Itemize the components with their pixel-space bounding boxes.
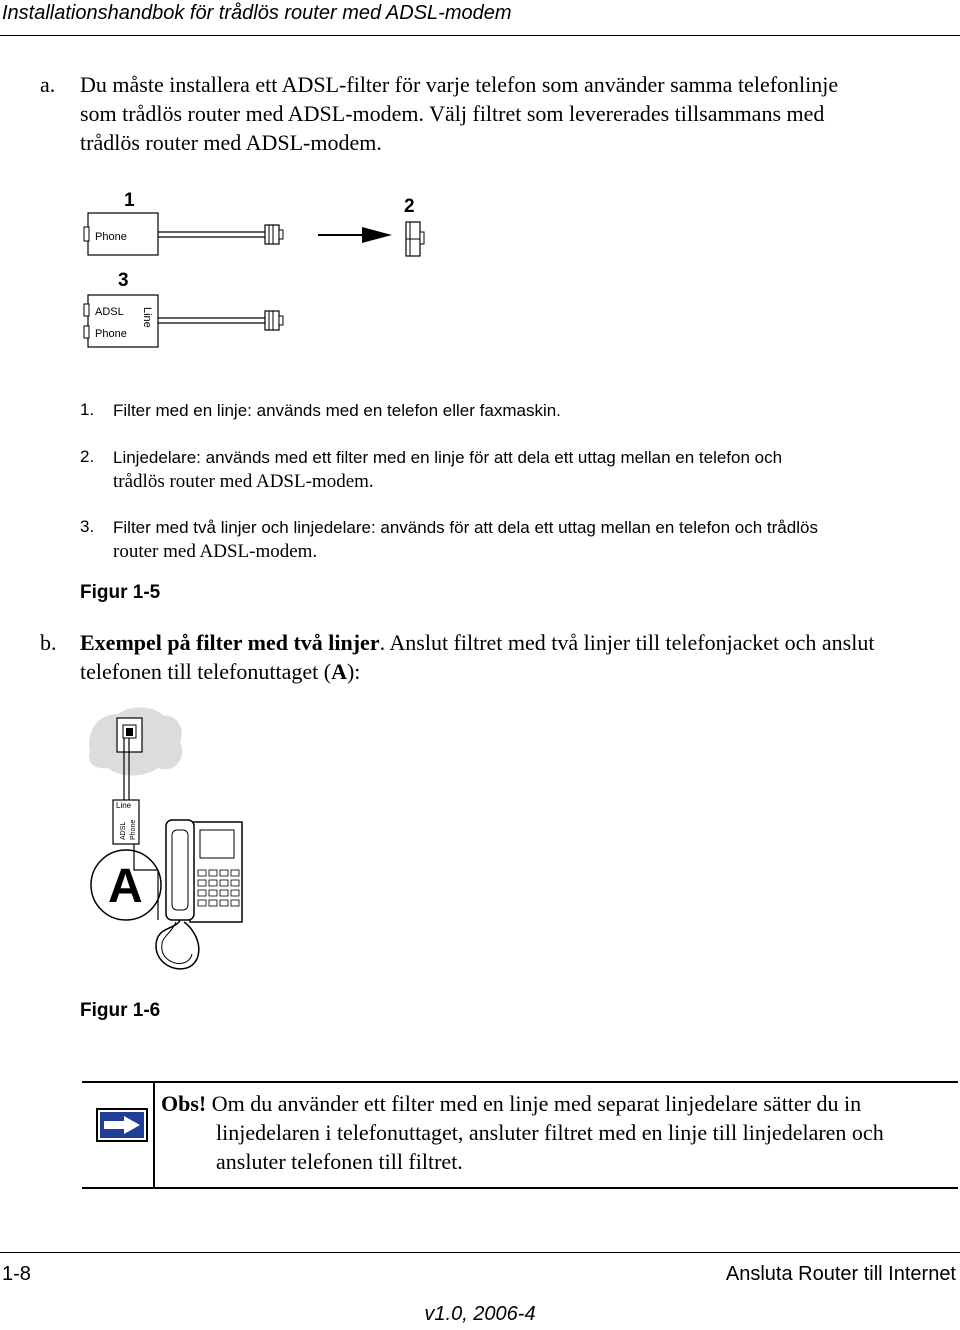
legend-3-text-line-1: Filter med två linjer och linjedelare: används för att dela ett uttag mellan en telefon och trådlös	[113, 518, 818, 537]
figure-1-5-caption: Figur 1-5	[80, 582, 161, 603]
dual-filter-adsl-label: ADSL	[95, 306, 124, 318]
arrow-right-icon	[96, 1108, 148, 1142]
step-a-line-3: trådlös router med ADSL-modem.	[80, 130, 382, 155]
step-b-rest: . Anslut filtret med två linjer till telefonjacket och anslut	[379, 630, 875, 655]
outlet-a-label: A	[108, 860, 143, 913]
page-number: 1-8	[2, 1263, 31, 1285]
figure-1-5-illustration	[70, 180, 450, 360]
figure-1-6-caption: Figur 1-6	[80, 1000, 161, 1021]
running-header: Installationshandbok för trådlös router med ADSL-modem	[2, 2, 512, 24]
footer-rule	[0, 1252, 960, 1253]
filter-adsl-label: ADSL	[120, 821, 127, 840]
document-version: v1.0, 2006-4	[424, 1303, 536, 1325]
legend-2-number: 2.	[80, 447, 95, 466]
footer-section-title: Ansluta Router till Internet	[725, 1263, 956, 1285]
dual-filter-line-label: Line	[141, 307, 153, 328]
header-rule	[0, 35, 960, 36]
step-b-line-2: telefonen till telefonuttaget (A):	[80, 659, 361, 684]
note-line-2: linjedelaren i telefonuttaget, ansluter filtret med en linje till linjedelaren och	[216, 1120, 884, 1145]
note-line-1: Obs! Om du använder ett filter med en linje med separat linjedelare sätter du in	[161, 1091, 862, 1116]
label-3: 3	[118, 270, 129, 291]
arrow-head-icon	[362, 227, 392, 243]
step-a-line-1: Du måste installera ett ADSL-filter för varje telefon som använder samma telefonlinje	[80, 72, 839, 97]
filter-phone-label: Phone	[130, 819, 137, 840]
legend-1-number: 1.	[80, 400, 95, 419]
step-b-line-1	[80, 628, 874, 657]
legend-1-text: Filter med en linje: används med en telefon eller faxmaskin.	[113, 401, 561, 420]
legend-3-text-line-2: router med ADSL-modem.	[113, 541, 318, 562]
filter-line-label: Line	[116, 801, 132, 810]
step-b-marker: b.	[40, 630, 57, 655]
dual-filter-plug	[265, 311, 283, 330]
legend-2-text-line-1: Linjedelare: används med ett filter med en linje för att dela ett uttag mellan en telefon och	[113, 448, 783, 467]
step-b-outlet-ref: A	[331, 659, 347, 684]
note-divider	[153, 1081, 155, 1187]
single-filter-plug	[265, 225, 283, 244]
single-filter-phone-label: Phone	[95, 231, 127, 243]
note-label: Obs!	[161, 1091, 207, 1116]
step-a-line-2: som trådlös router med ADSL-modem. Välj filtret som levererades tillsammans med	[80, 101, 825, 126]
line-splitter	[406, 222, 424, 256]
label-1: 1	[124, 190, 135, 211]
label-2: 2	[404, 196, 415, 217]
step-b-bold-title: Exempel på filter med två linjer	[80, 630, 380, 655]
figure-1-6-illustration	[80, 700, 280, 985]
telephone-icon	[156, 820, 242, 969]
note-line-3: ansluter telefonen till filtret.	[216, 1149, 463, 1174]
dual-filter-phone-label: Phone	[95, 328, 127, 340]
step-a-marker: a.	[40, 72, 56, 97]
legend-3-number: 3.	[80, 517, 95, 536]
legend-2-text-line-2: trådlös router med ADSL-modem.	[113, 471, 374, 492]
